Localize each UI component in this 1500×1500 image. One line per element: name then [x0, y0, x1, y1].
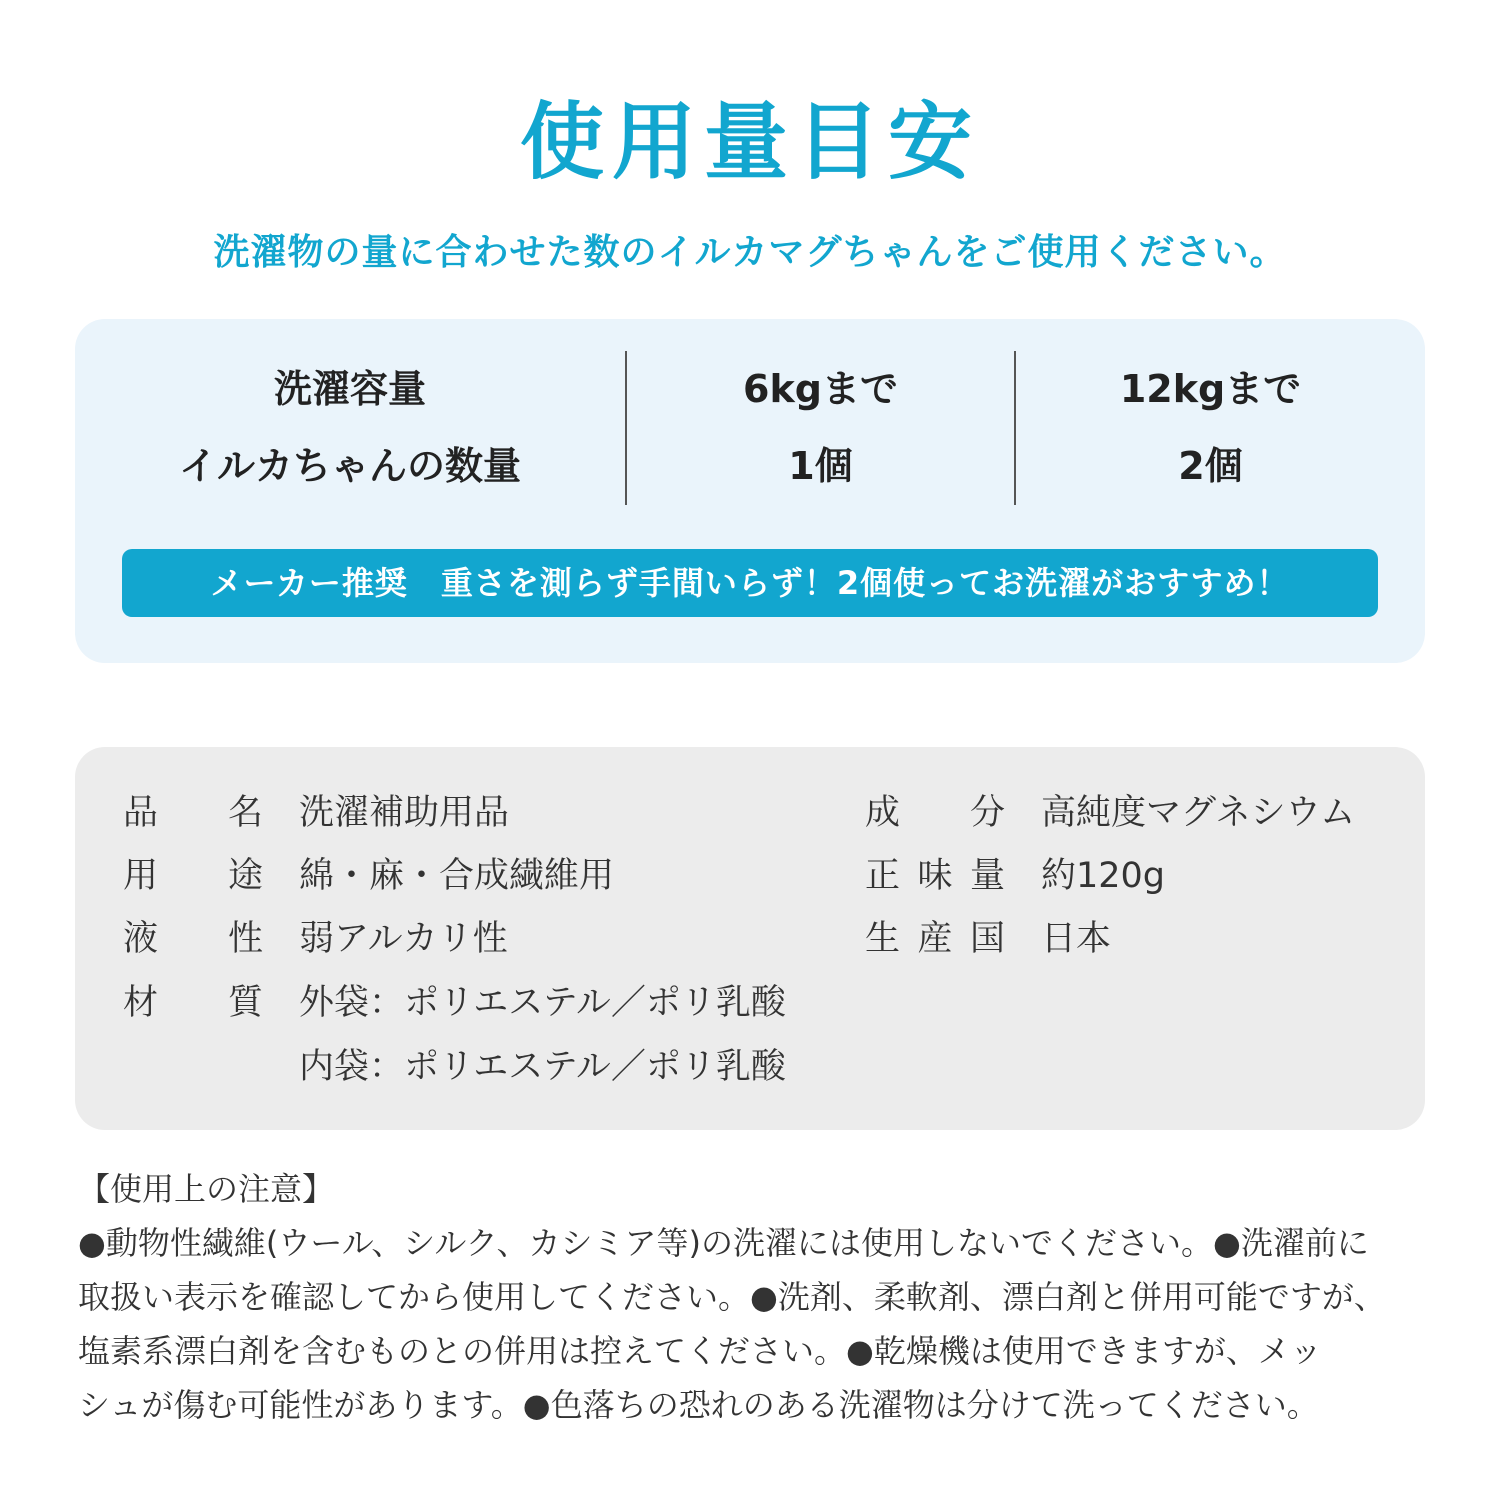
spec-value: 綿・麻・合成繊維用	[299, 856, 615, 896]
usage-col-12kg	[1016, 351, 1405, 505]
capacity-6kg: 6kgまで	[743, 367, 898, 411]
spec-label: 正味量	[865, 856, 1005, 896]
spec-label: 生産国	[865, 919, 1005, 959]
spec-value: 外袋：ポリエステル／ポリ乳酸	[299, 983, 786, 1023]
usage-notes	[78, 1162, 1428, 1432]
quantity-label: イルカちゃんの数量	[178, 444, 521, 488]
usage-row-labels	[75, 351, 625, 505]
spec-row	[865, 781, 1385, 845]
spec-value: 高純度マグネシウム	[1041, 793, 1356, 833]
spec-row	[123, 844, 823, 908]
notes-line: 取扱い表示を確認してから使用してください。●洗剤、柔軟剤、漂白剤と併用可能ですが、	[78, 1278, 1386, 1316]
spec-card	[75, 747, 1425, 1130]
capacity-12kg: 12kgまで	[1119, 367, 1302, 411]
spec-value: 約120g	[1041, 856, 1166, 896]
usage-col-6kg	[626, 351, 1015, 505]
notes-line: シュが傷む可能性があります。●色落ちの恐れのある洗濯物は分けて洗ってください。	[78, 1386, 1319, 1424]
notes-line: 塩素系漂白剤を含むものとの併用は控えてください。●乾燥機は使用できますが、メッ	[78, 1332, 1322, 1370]
usage-card	[75, 319, 1425, 663]
spec-row	[123, 971, 823, 1035]
spec-label: 用 途	[123, 856, 263, 896]
spec-label: 材 質	[123, 983, 263, 1023]
recommendation-banner: メーカー推奨 重さを測らず手間いらず！2個使ってお洗濯がおすすめ！	[122, 549, 1378, 617]
spec-label: 液 性	[123, 919, 263, 959]
capacity-label: 洗濯容量	[273, 367, 426, 411]
spec-label: 品 名	[123, 793, 263, 833]
spec-value: 洗濯補助用品	[299, 793, 510, 833]
spec-value: 弱アルカリ性	[299, 919, 508, 959]
quantity-6kg: 1個	[788, 444, 853, 488]
notes-line: ●動物性繊維(ウール、シルク、カシミア等)の洗濯には使用しないでください。●洗濯前に	[78, 1224, 1369, 1262]
spec-row	[123, 907, 823, 971]
quantity-12kg: 2個	[1178, 444, 1243, 488]
spec-row	[865, 907, 1385, 971]
spec-row	[865, 844, 1385, 908]
notes-heading: 【使用上の注意】	[78, 1170, 335, 1208]
spec-value: 内袋：ポリエステル／ポリ乳酸	[299, 1047, 786, 1087]
usage-table	[75, 351, 1425, 505]
spec-row	[123, 1035, 823, 1099]
page-title: 使用量目安	[519, 93, 980, 191]
spec-label: 成 分	[865, 793, 1005, 833]
page-subtitle: 洗濯物の量に合わせた数のイルカマグちゃんをご使用ください。	[213, 232, 1287, 273]
spec-row	[123, 781, 823, 845]
spec-value: 日本	[1041, 919, 1112, 959]
